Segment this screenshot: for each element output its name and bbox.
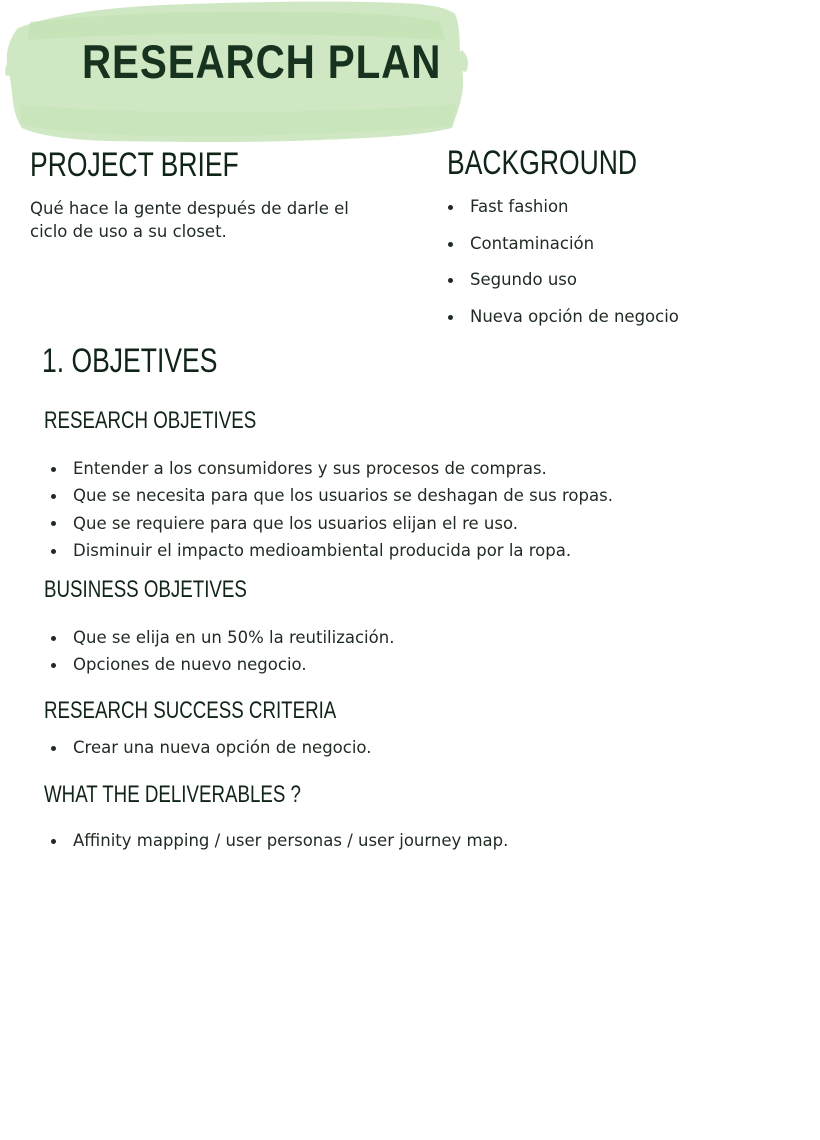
research-objectives-heading: RESEARCH OBJETIVES xyxy=(44,407,257,434)
list-item: Opciones de nuevo negocio. xyxy=(45,651,394,678)
list-item: Nueva opción de negocio xyxy=(442,299,679,336)
page-title: RESEARCH PLAN xyxy=(82,35,442,88)
project-brief-heading: PROJECT BRIEF xyxy=(30,146,239,184)
list-item: Affinity mapping / user personas / user journey map. xyxy=(45,827,508,854)
background-heading: BACKGROUND xyxy=(447,144,638,182)
list-item: Que se requiere para que los usuarios elijan el re uso. xyxy=(45,510,613,537)
objectives-heading: 1. OBJETIVES xyxy=(42,342,218,380)
business-objectives-heading: BUSINESS OBJETIVES xyxy=(44,576,247,603)
list-item: Segundo uso xyxy=(442,262,679,299)
project-brief-text: Qué hace la gente después de darle el ciclo de uso a su closet. xyxy=(30,199,349,241)
list-item: Contaminación xyxy=(442,226,679,263)
business-objectives-list xyxy=(45,624,394,679)
list-item: Crear una nueva opción de negocio. xyxy=(45,734,371,761)
list-item: Disminuir el impacto medioambiental producida por la ropa. xyxy=(45,537,613,564)
success-criteria-heading: RESEARCH SUCCESS CRITERIA xyxy=(44,697,337,724)
success-criteria-list xyxy=(45,734,371,761)
list-item: Entender a los consumidores y sus procesos de compras. xyxy=(45,455,613,482)
deliverables-heading: WHAT THE DELIVERABLES ? xyxy=(44,781,301,808)
list-item: Fast fashion xyxy=(442,189,679,226)
list-item: Que se necesita para que los usuarios se deshagan de sus ropas. xyxy=(45,482,613,509)
deliverables-list xyxy=(45,827,508,854)
background-list xyxy=(442,189,679,335)
list-item: Que se elija en un 50% la reutilización. xyxy=(45,624,394,651)
research-objectives-list xyxy=(45,455,613,564)
